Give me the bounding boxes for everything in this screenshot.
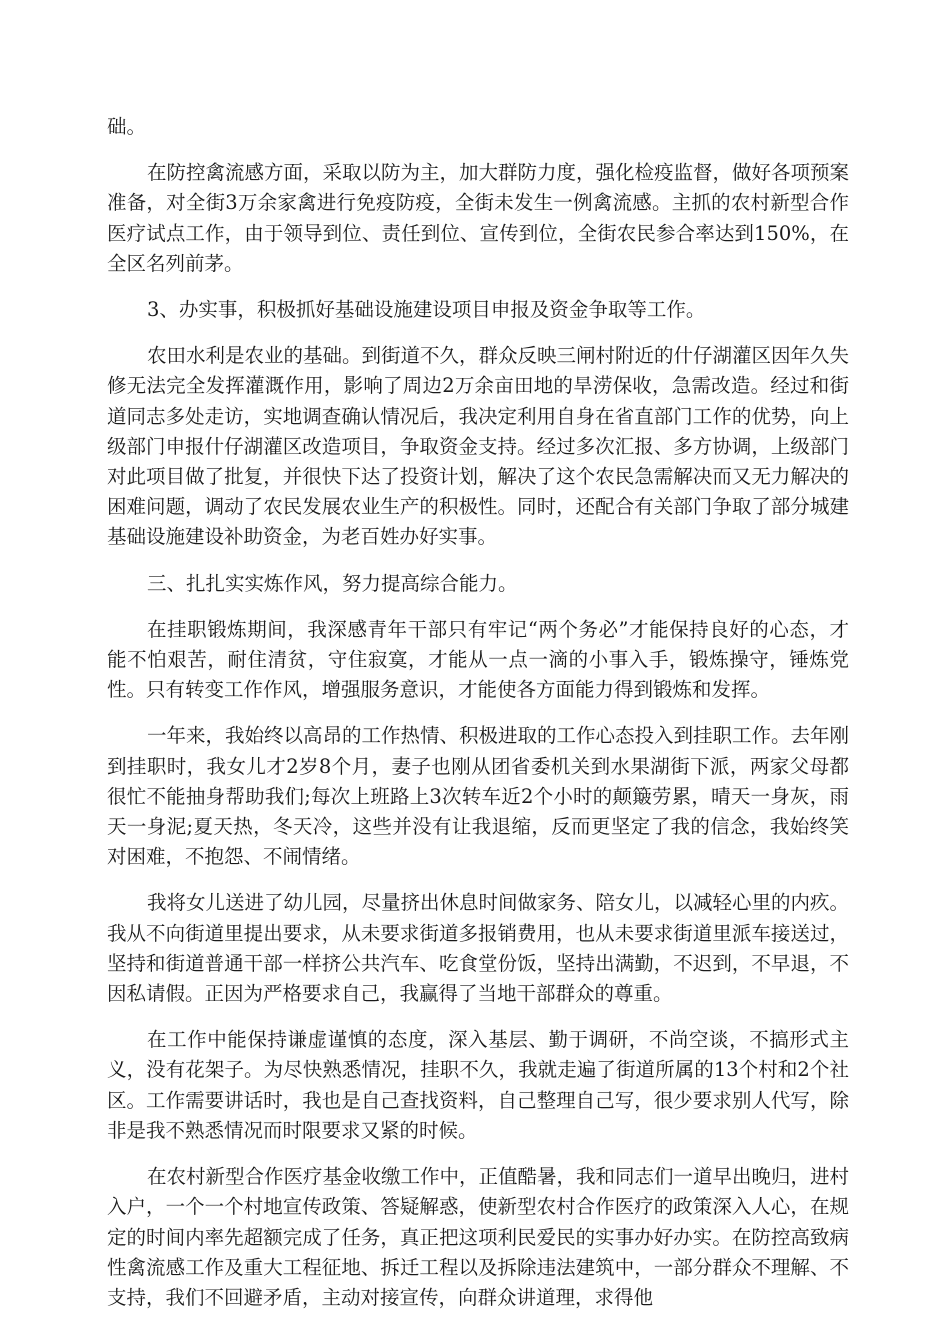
section-heading-infrastructure: 3、办实事，积极抓好基础设施建设项目申报及资金争取等工作。 [147,298,706,322]
paragraph-one-year: 一年来，我始终以高昂的工作热情、积极进取的工作心态投入到挂职工作。去年刚到挂职时，我女儿才2岁8个月，妻子也刚从团省委机关到水果湖街下派，两家父母都很忙不能抽身帮助我们;每次上班路上3次转车近2个小时的颠簸劳累，晴天一身灰，雨天一身泥;夏天热，冬天冷，这些并没有让我退缩，反而更坚定了我的信念，我始终笑对困难，不抱怨、不闹情绪。 [107,724,850,869]
document-body [107,112,849,1329]
paragraph-attitude: 在挂职锻炼期间，我深感青年干部只有牢记“两个务必”才能保持良好的心态，才能不怕艰苦，耐住清贫，守住寂寞，才能从一点一滴的小事入手，锻炼操守，锤炼党性。只有转变工作作风，增强服务意识，才能使各方面能力得到锻炼和发挥。 [107,617,849,702]
paragraph-irrigation-project: 农田水利是农业的基础。到街道不久，群众反映三闸村附近的什仔湖灌区因年久失修无法完全发挥灌溉作用，影响了周边2万余亩田地的旱涝保收，急需改造。经过和街道同志多处走访，实地调查确认情况后，我决定利用自身在省直部门工作的优势，向上级部门申报什仔湖灌区改造项目，争取资金支持。经过多次汇报、多方协调，上级部门对此项目做了批复，并很快下达了投资计划，解决了这个农民急需解决而又无力解决的困难问题，调动了农民发展农业生产的积极性。同时，还配合有关部门争取了部分城建基础设施建设补助资金，为老百姓办好实事。 [107,344,850,549]
paragraph-bird-flu-prevention: 在防控禽流感方面，采取以防为主，加大群防力度，强化检疫监督，做好各项预案准备，对全街3万余家禽进行免疫防疫，全街未发生一例禽流感。主抓的农村新型合作医疗试点工作，由于领导到位、责任到位、宣传到位，全街农民参合率达到150%，在全区名列前茅。 [107,161,850,275]
section-heading-work-style: 三、扎扎实实炼作风，努力提高综合能力。 [147,571,518,595]
paragraph-continuation: 础。 [107,115,147,138]
paragraph-medical-fund: 在农村新型合作医疗基金收缴工作中，正值酷暑，我和同志们一道早出晚归，进村入户，一个一个村地宣传政策、答疑解惑，使新型农村合作医疗的政策深入人心，在规定的时间内率先超额完成了任务，真正把这项利民爱民的实事办好办实。在防控高致病性禽流感工作及重大工程征地、拆迁工程以及拆除违法建筑中，一部分群众不理解、不支持，我们不回避矛盾，主动对接宣传，向群众讲道理，求得他 [107,1165,850,1309]
paragraph-humility: 在工作中能保持谦虚谨慎的态度，深入基层、勤于调研，不尚空谈，不搞形式主义，没有花架子。为尽快熟悉情况，挂职不久，我就走遍了街道所属的13个村和2个社区。工作需要讲话时，我也是自己查找资料，自己整理自己写，很少要求别人代写，除非是我不熟悉情况而时限要求又紧的时候。 [107,1028,849,1142]
paragraph-family: 我将女儿送进了幼儿园，尽量挤出休息时间做家务、陪女儿，以减轻心里的内疚。我从不向街道里提出要求，从未要求街道多报销费用，也从未要求街道里派车接送过，坚持和街道普通干部一样挤公共汽车、吃食堂份饭，坚持出满勤，不迟到，不早退，不因私请假。正因为严格要求自己，我赢得了当地干部群众的尊重。 [107,891,850,1006]
